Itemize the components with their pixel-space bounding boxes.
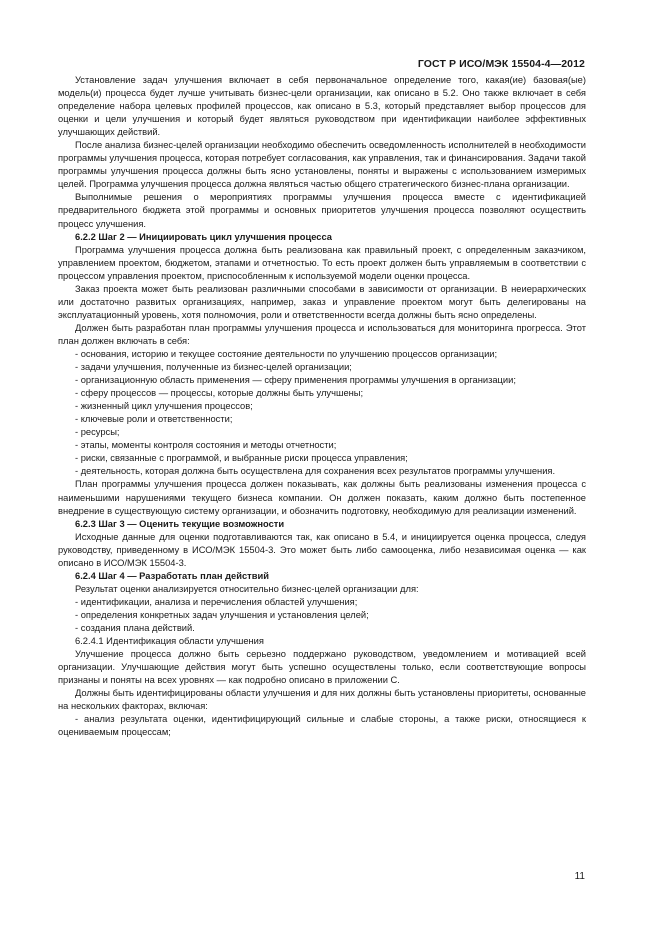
paragraph: - жизненный цикл улучшения процессов; [75,401,253,412]
paragraph: Заказ проекта может быть реализован различными способами в зависимости от организации. В неиерархических или достаточно развитых организациях, например, заказ и управление проектом могут быть делегированы на эксплуатационный уровень, хотя полномочия, роли и ответственности всегда должны быть ясно определены. [58,283,586,320]
section-heading: 6.2.3 Шаг 3 — Оценить текущие возможности [75,518,285,529]
paragraph: - анализ результата оценки, идентифицирующий сильные и слабые стороны, а также риски, относящиеся к оцениваемым процессам; [58,714,586,738]
paragraph: - определения конкретных задач улучшения и установления целей; [75,609,369,620]
paragraph: - организационную область применения — сферу применения программы улучшения в организации; [75,375,516,386]
paragraph: Установление задач улучшения включает в себя первоначальное определение того, какая(ие) базовая(ые) модель(и) процесса будет лучше учитывать бизнес-цели организации, как описано в 5.2. Оно также включает в себя определение набора целевых профилей процессов, как описано в 5.3, который представляет выбор процессов для оценки и цели улучшения и который будет являться руководством при идентификации наиболее эффективных улучшающих действий. [58,75,586,138]
paragraph: - ресурсы; [75,427,120,438]
section-heading: 6.2.4 Шаг 4 — Разработать план действий [75,570,269,581]
paragraph: Улучшение процесса должно быть серьезно поддержано руководством, уведомлением и мотивацией всей организации. Улучшающие действия могут быть успешно осуществлены только, если соответствующие вопросы признаны и поняты на всех уровнях — как подробно описано в приложении С. [58,649,586,686]
paragraph: Должен быть разработан план программы улучшения процесса и использоваться для мониторинга прогресса. Этот план должен включать в себя: [58,322,586,346]
document-header: ГОСТ Р ИСО/МЭК 15504-4—2012 [417,58,585,70]
paragraph: - ключевые роли и ответственности; [75,414,233,425]
paragraph: Программа улучшения процесса должна быть реализована как правильный проект, с определенным заказчиком, управлением проектом, бюджетом, этапами и отчетностью. То есть проект должен быть управляемым в соответствии с процессом управления проектом, приспособленным к используемой модели оценки процесса. [58,244,586,281]
paragraph: План программы улучшения процесса должен показывать, как должны быть реализованы изменения процесса с наименьшими нарушениями текущего бизнеса компании. Он должен показать, каким должно быть постепенное внедрение в существующую систему организации, и обозначить подготовку, необходимую для реализации изменений. [58,479,586,516]
paragraph: - деятельность, которая должна быть осуществлена для сохранения всех результатов программы улучшения. [75,466,556,477]
paragraph: Результат оценки анализируется относительно бизнес-целей организации для: [75,583,419,594]
paragraph: - задачи улучшения, полученные из бизнес-целей организации; [75,362,352,373]
paragraph: Выполнимые решения о мероприятиях программы улучшения процесса вместе с идентификацией предварительного бюджета этой программы и основных приоритетов улучшения процесса позволяют осуществить процесс улучшения. [58,192,586,229]
paragraph: После анализа бизнес-целей организации необходимо обеспечить осведомленность исполнителей в необходимости программы улучшения процесса, которая потребует согласования, как управления, так и финансирования. Задачи такой программы улучшения процесса должны быть ясно установлены, поняты и выражены с использованием измеримых целей. Программа улучшения процесса должна являться частью общего стратегического бизнес-плана организации. [58,140,586,190]
document-body [58,74,586,739]
section-heading: 6.2.2 Шаг 2 — Инициировать цикл улучшения процесса [75,231,332,242]
paragraph: Исходные данные для оценки подготавливаются так, как описано в 5.4, и инициируется оценка процесса, следуя руководству, приведенному в ИСО/МЭК 15504-3. Это может быть либо самооценка, либо независимая оценка — как описано в ИСО/МЭК 15504-3. [58,531,586,568]
paragraph: - создания плана действий. [75,622,195,633]
paragraph: - сферу процессов — процессы, которые должны быть улучшены; [75,388,364,399]
paragraph: - риски, связанные с программой, и выбранные риски процесса управления; [75,453,408,464]
paragraph: - этапы, моменты контроля состояния и методы отчетности; [75,440,337,451]
paragraph: - основания, историю и текущее состояние деятельности по улучшению процессов организации; [75,348,498,359]
paragraph: Должны быть идентифицированы области улучшения и для них должны быть установлены приоритеты, основанные на нескольких факторах, включая: [58,688,586,712]
paragraph: 6.2.4.1 Идентификация области улучшения [75,636,264,647]
page-number: 11 [574,871,585,882]
paragraph: - идентификации, анализа и перечисления областей улучшения; [75,596,358,607]
